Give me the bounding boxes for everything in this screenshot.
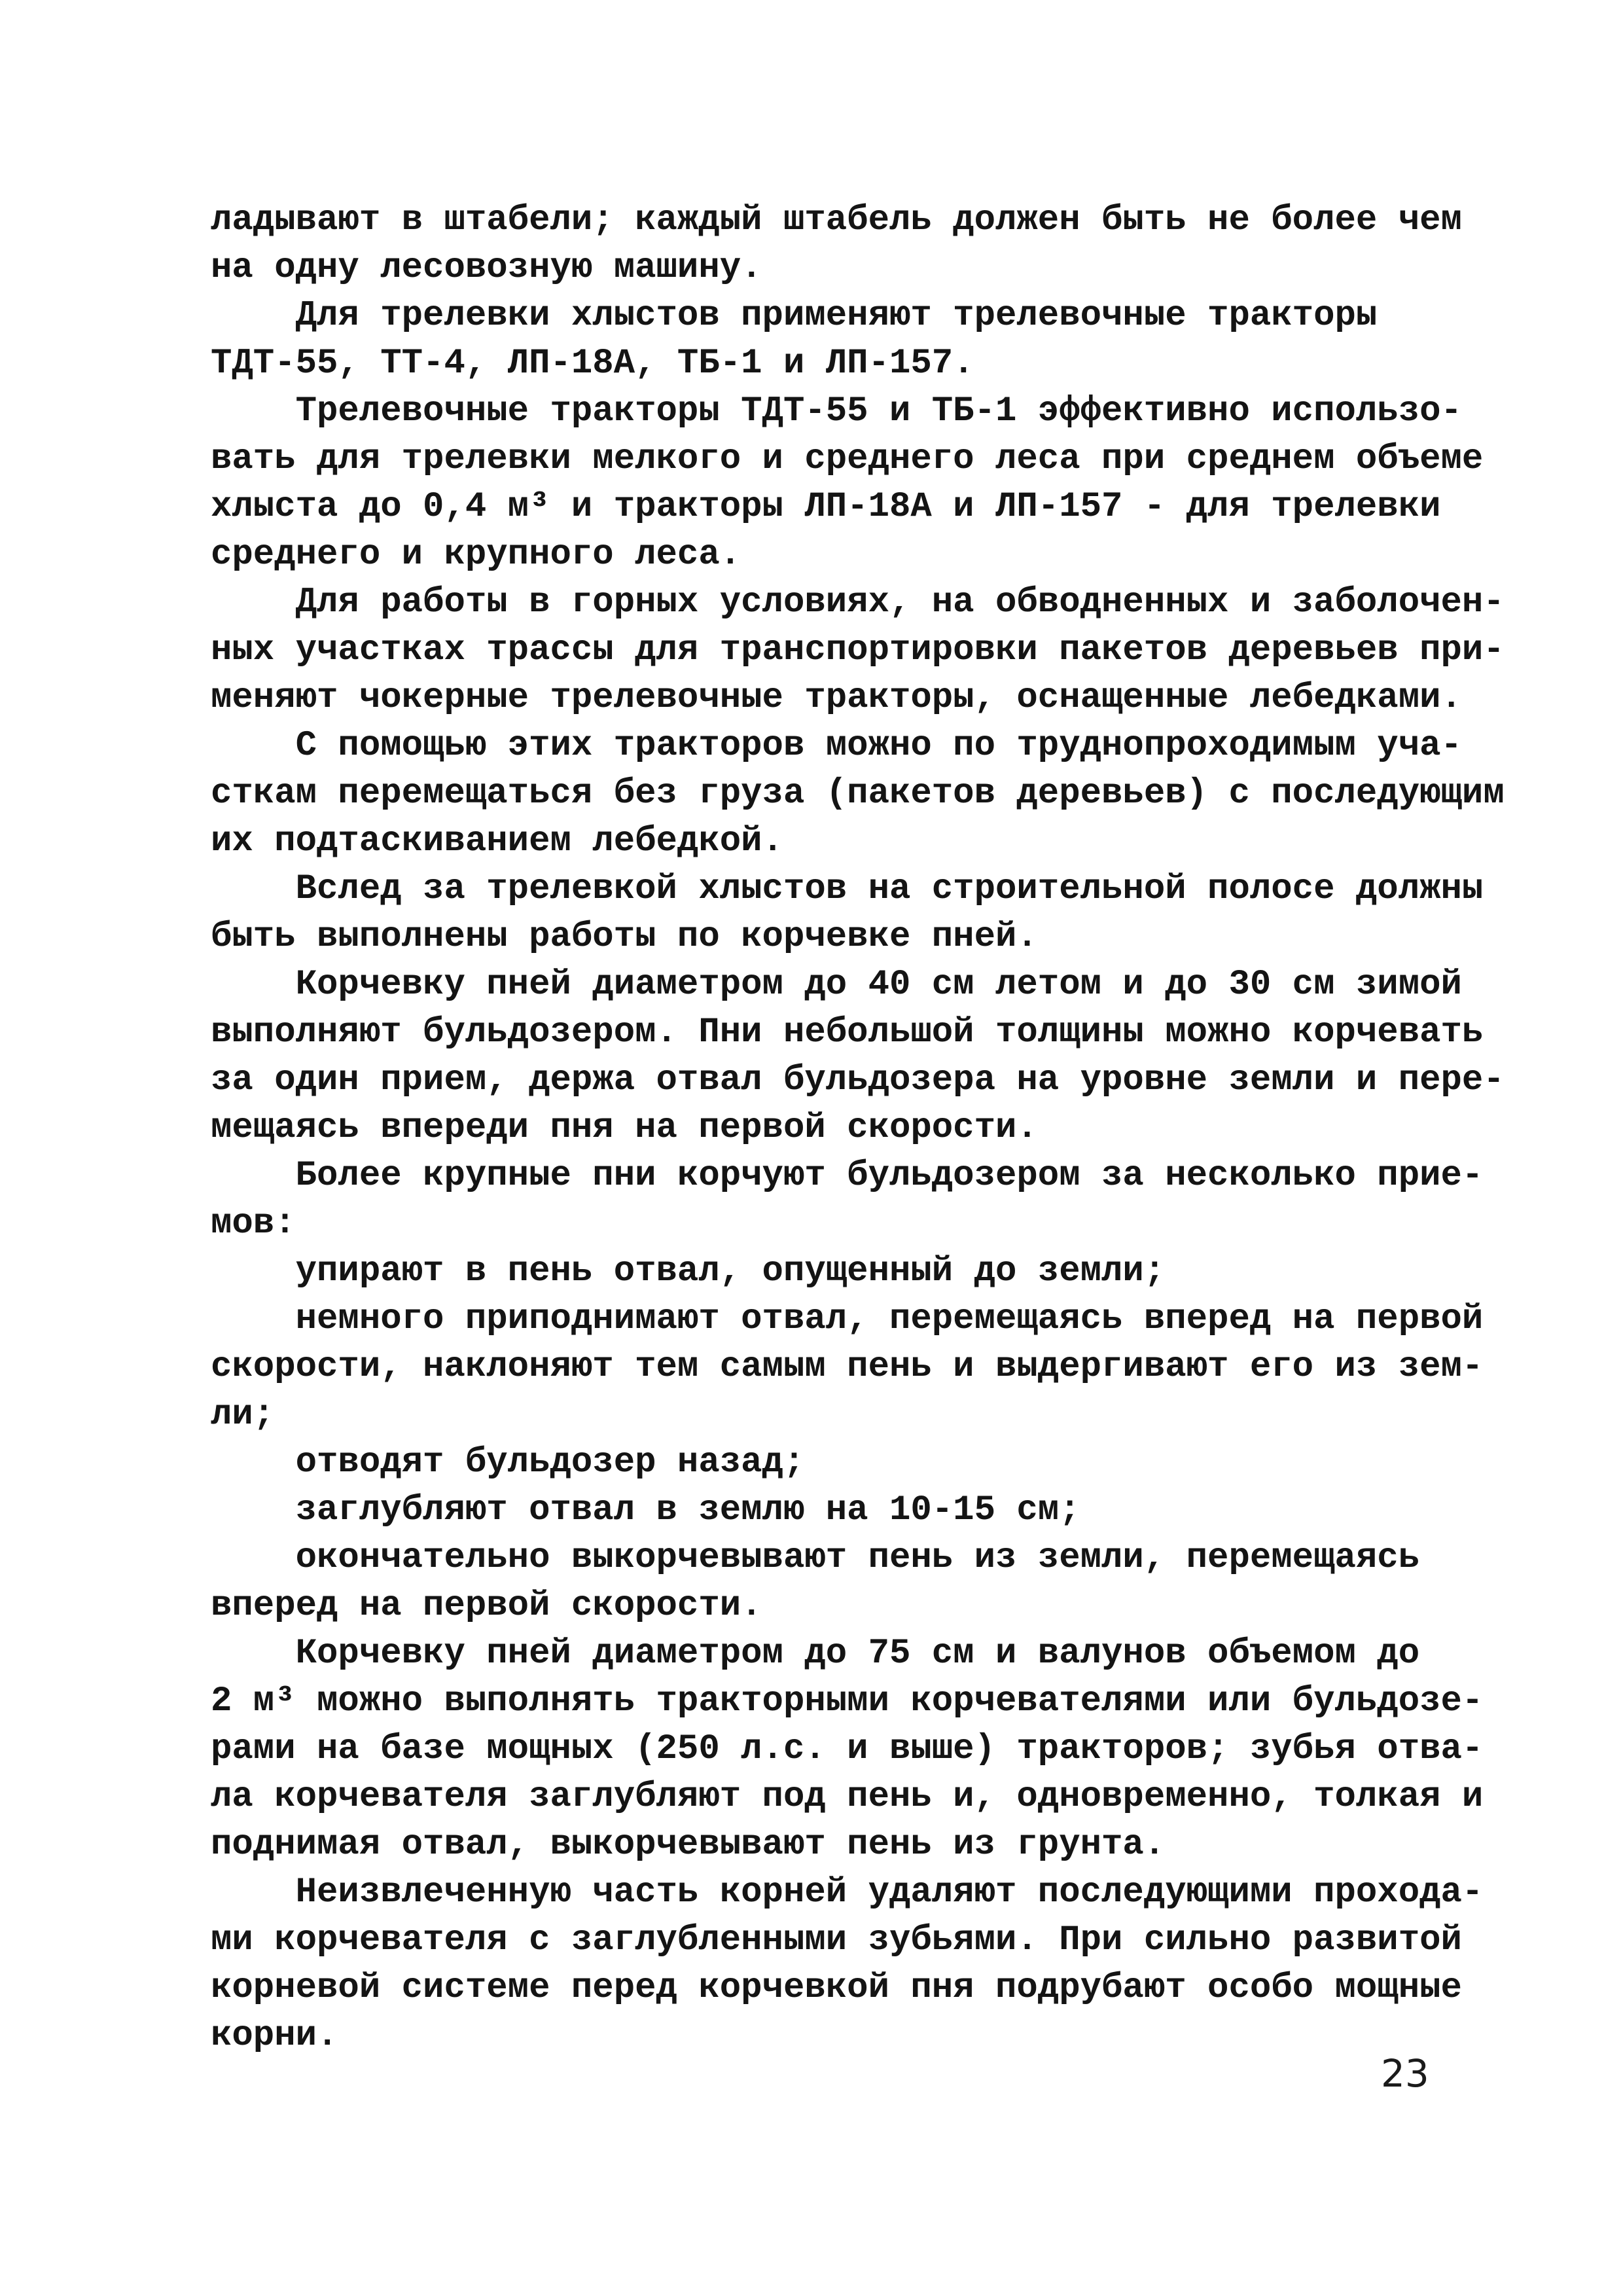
text-line: Для трелевки хлыстов применяют трелевочные тракторы bbox=[211, 296, 1378, 336]
text-line: Более крупные пни корчуют бульдозером за несколько прие- bbox=[211, 1156, 1484, 1196]
text-line: меняют чокерные трелевочные тракторы, оснащенные лебедками. bbox=[211, 678, 1462, 718]
text-line: заглубляют отвал в землю на 10-15 см; bbox=[211, 1490, 1080, 1530]
text-line: ладывают в штабели; каждый штабель должен быть не более чем bbox=[211, 200, 1462, 240]
text-line: ми корчевателя с заглубленными зубьями. При сильно развитой bbox=[211, 1920, 1462, 1960]
text-line: их подтаскиванием лебедкой. bbox=[211, 821, 783, 861]
text-line: сткам перемещаться без груза (пакетов деревьев) с последующим bbox=[211, 774, 1505, 814]
text-line: немного приподнимают отвал, перемещаясь вперед на первой bbox=[211, 1299, 1484, 1339]
text-line: выполняют бульдозером. Пни небольшой толщины можно корчевать bbox=[211, 1013, 1484, 1052]
text-line: хлыста до 0,4 м³ и тракторы ЛП-18А и ЛП-157 - для трелевки bbox=[211, 487, 1441, 527]
text-line: Для работы в горных условиях, на обводненных и заболочен- bbox=[211, 583, 1505, 622]
text-line: ли; bbox=[211, 1395, 275, 1435]
text-line: ных участках трассы для транспортировки пакетов деревьев при- bbox=[211, 630, 1505, 670]
text-line: на одну лесовозную машину. bbox=[211, 248, 762, 288]
text-line: ла корчевателя заглубляют под пень и, одновременно, толкая и bbox=[211, 1777, 1484, 1817]
text-line: корни. bbox=[211, 2016, 338, 2056]
text-line: 2 м³ можно выполнять тракторными корчевателями или бульдозе- bbox=[211, 1681, 1484, 1721]
text-line: рами на базе мощных (250 л.с. и выше) тракторов; зубья отва- bbox=[211, 1729, 1484, 1769]
text-line: вперед на первой скорости. bbox=[211, 1586, 762, 1626]
text-line: мов: bbox=[211, 1204, 296, 1244]
text-line: за один прием, держа отвал бульдозера на уровне земли и пере- bbox=[211, 1060, 1505, 1100]
text-line: вать для трелевки мелкого и среднего леса при среднем объеме bbox=[211, 439, 1484, 479]
text-line: Вслед за трелевкой хлыстов на строительной полосе должны bbox=[211, 869, 1484, 909]
page-number: 23 bbox=[1381, 2051, 1429, 2096]
text-line: Корчевку пней диаметром до 40 см летом и до 30 см зимой bbox=[211, 965, 1462, 1005]
text-line: отводят бульдозер назад; bbox=[211, 1443, 805, 1482]
text-line: ТДТ-55, ТТ-4, ЛП-18А, ТБ-1 и ЛП-157. bbox=[211, 344, 974, 384]
text-line: Неизвлеченную часть корней удаляют последующими прохода- bbox=[211, 1873, 1484, 1912]
text-line: мещаясь впереди пня на первой скорости. bbox=[211, 1108, 1038, 1148]
text-line: С помощью этих тракторов можно по труднопроходимым уча- bbox=[211, 726, 1462, 766]
body-text bbox=[211, 196, 1505, 2060]
text-line: скорости, наклоняют тем самым пень и выдергивают его из зем- bbox=[211, 1347, 1484, 1387]
text-line: окончательно выкорчевывают пень из земли, перемещаясь bbox=[211, 1538, 1420, 1578]
text-line: поднимая отвал, выкорчевывают пень из грунта. bbox=[211, 1825, 1166, 1865]
text-line: быть выполнены работы по корчевке пней. bbox=[211, 917, 1038, 957]
text-line: среднего и крупного леса. bbox=[211, 535, 741, 575]
text-line: Трелевочные тракторы ТДТ-55 и ТБ-1 эффективно использо- bbox=[211, 391, 1462, 431]
text-line: корневой системе перед корчевкой пня подрубают особо мощные bbox=[211, 1968, 1462, 2008]
text-line: Корчевку пней диаметром до 75 см и валунов объемом до bbox=[211, 1634, 1420, 1674]
text-line: упирают в пень отвал, опущенный до земли; bbox=[211, 1251, 1166, 1291]
